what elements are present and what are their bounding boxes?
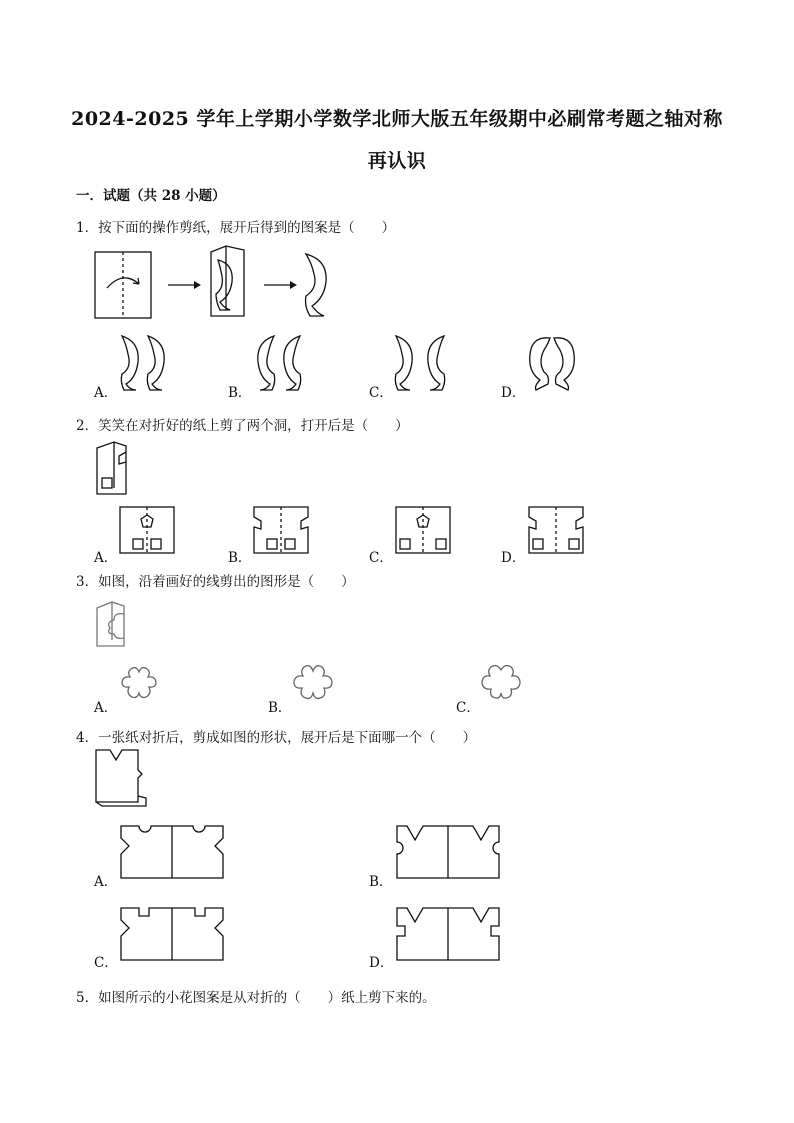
q4-option-c-label[interactable]: C．	[94, 955, 118, 971]
dolphin-icon	[306, 254, 327, 316]
q4-option-b-figure[interactable]	[395, 824, 501, 880]
q4-option-d-label[interactable]: D．	[369, 955, 394, 971]
section-heading: 一．试题（共 28 小题）	[76, 188, 226, 204]
right-arrow-icon	[264, 281, 297, 289]
q2-option-a-label[interactable]: A．	[94, 550, 118, 566]
q2-option-c-label[interactable]: C．	[369, 550, 393, 566]
question-2-text: 2．笑笑在对折好的纸上剪了两个洞，打开后是（ ）	[76, 418, 409, 434]
q3-option-a-label[interactable]: A．	[94, 700, 118, 716]
folded-paper-dolphin	[211, 246, 244, 316]
q2-option-c-figure[interactable]	[394, 505, 452, 555]
q3-folded-paper-figure	[94, 600, 128, 650]
page-title-line2: 再认识	[367, 150, 427, 172]
q4-option-a-label[interactable]: A．	[94, 874, 118, 890]
q1-option-d-figure[interactable]	[524, 332, 580, 392]
q4-folded-paper-figure	[94, 748, 150, 810]
q1-procedure-figure	[92, 244, 372, 320]
q2-option-b-label[interactable]: B．	[228, 550, 252, 566]
q4-option-c-figure[interactable]	[119, 906, 225, 962]
q2-option-b-figure[interactable]	[252, 505, 310, 555]
q4-option-a-figure[interactable]	[119, 824, 225, 880]
q3-option-b-figure flower-icon[interactable]	[290, 662, 336, 702]
q1-option-a-figure[interactable]	[116, 332, 172, 392]
q1-option-a-label[interactable]: A．	[94, 385, 118, 401]
question-5-text: 5．如图所示的小花图案是从对折的（ ）纸上剪下来的。	[76, 990, 436, 1006]
q3-option-c-figure flower-icon[interactable]	[478, 662, 524, 702]
q1-option-d-label[interactable]: D．	[501, 385, 526, 401]
q1-option-c-figure[interactable]	[392, 332, 448, 392]
q3-option-c-label[interactable]: C．	[456, 700, 480, 716]
q2-option-d-figure[interactable]	[527, 505, 585, 555]
q2-option-a-figure[interactable]	[118, 505, 176, 555]
q3-option-b-label[interactable]: B．	[268, 700, 292, 716]
right-arrow-icon	[168, 281, 201, 289]
q1-option-b-figure[interactable]	[250, 332, 306, 392]
q1-option-c-label[interactable]: C．	[369, 385, 393, 401]
q2-option-d-label[interactable]: D．	[501, 550, 526, 566]
q1-option-b-label[interactable]: B．	[228, 385, 252, 401]
q4-option-d-figure[interactable]	[395, 906, 501, 962]
page-title-line1: 2024-2025 学年上学期小学数学北师大版五年级期中必刷常考题之轴对称	[71, 108, 723, 130]
q4-option-b-label[interactable]: B．	[369, 874, 393, 890]
question-1-text: 1．按下面的操作剪纸，展开后得到的图案是（ ）	[76, 220, 396, 236]
question-3-text: 3．如图，沿着画好的线剪出的图形是（ ）	[76, 574, 355, 590]
question-4-text: 4．一张纸对折后，剪成如图的形状，展开后是下面哪一个（ ）	[76, 730, 477, 746]
q2-folded-paper-figure	[94, 438, 130, 498]
q3-option-a-figure flower-icon[interactable]	[118, 664, 160, 702]
